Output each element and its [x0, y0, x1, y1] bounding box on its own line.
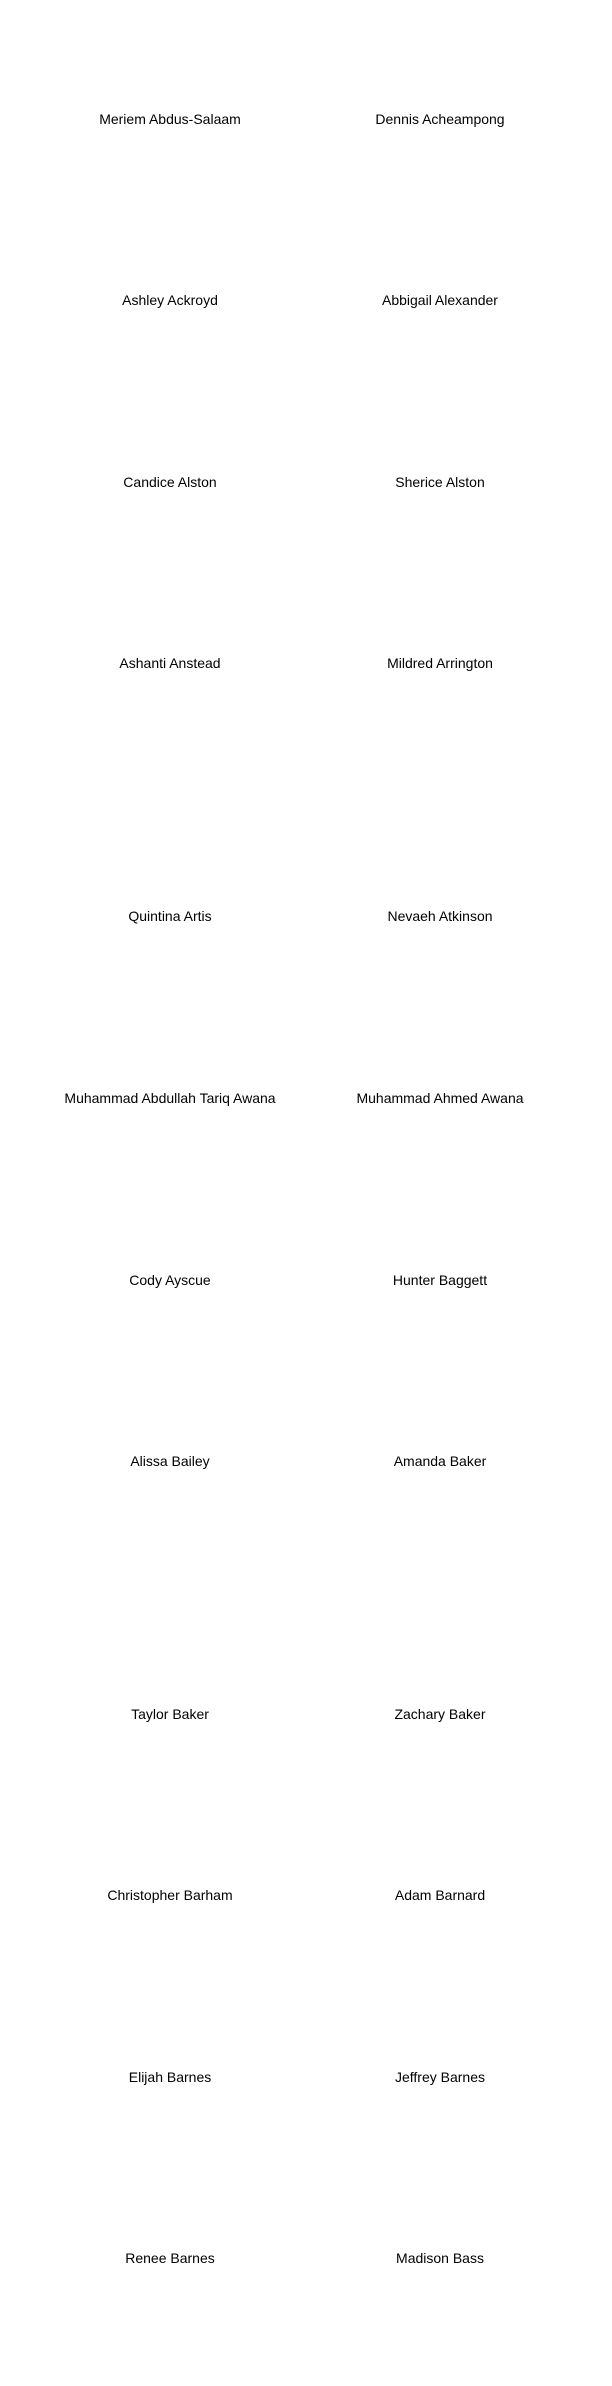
name-label: Elijah Barnes [128, 2069, 212, 2085]
name-label: Candice Alston [123, 474, 217, 490]
name-label: Hunter Baggett [392, 1272, 488, 1288]
name-row [0, 290, 612, 310]
name-row [0, 1704, 612, 1724]
name-label: Dennis Acheampong [375, 111, 505, 127]
name-row [0, 472, 612, 492]
name-label: Renee Barnes [125, 2250, 215, 2266]
name-label: Nevaeh Atkinson [387, 908, 493, 924]
name-label: Sherice Alston [395, 474, 485, 490]
name-label: Mildred Arrington [387, 655, 493, 671]
name-label: Madison Bass [396, 2250, 484, 2266]
name-label: Ashanti Anstead [119, 655, 221, 671]
name-label: Christopher Barham [107, 1887, 233, 1903]
name-row [0, 2067, 612, 2087]
name-row [0, 906, 612, 926]
name-row [0, 1885, 612, 1905]
name-label: Zachary Baker [394, 1706, 486, 1722]
name-label: Quintina Artis [128, 908, 212, 924]
name-row [0, 1270, 612, 1290]
name-label: Muhammad Ahmed Awana [356, 1090, 524, 1106]
name-label: Abbigail Alexander [382, 292, 498, 308]
name-label: Alissa Bailey [130, 1453, 210, 1469]
name-row [0, 653, 612, 673]
name-label: Amanda Baker [393, 1453, 487, 1469]
name-label: Cody Ayscue [129, 1272, 211, 1288]
name-row [0, 1451, 612, 1471]
name-row [0, 1088, 612, 1108]
name-label: Adam Barnard [394, 1887, 486, 1903]
name-row [0, 109, 612, 129]
name-label: Taylor Baker [131, 1706, 209, 1722]
name-label: Ashley Ackroyd [122, 292, 218, 308]
name-label: Meriem Abdus-Salaam [99, 111, 241, 127]
name-row [0, 2248, 612, 2268]
name-label: Muhammad Abdullah Tariq Awana [64, 1090, 276, 1106]
name-label: Jeffrey Barnes [394, 2069, 485, 2085]
